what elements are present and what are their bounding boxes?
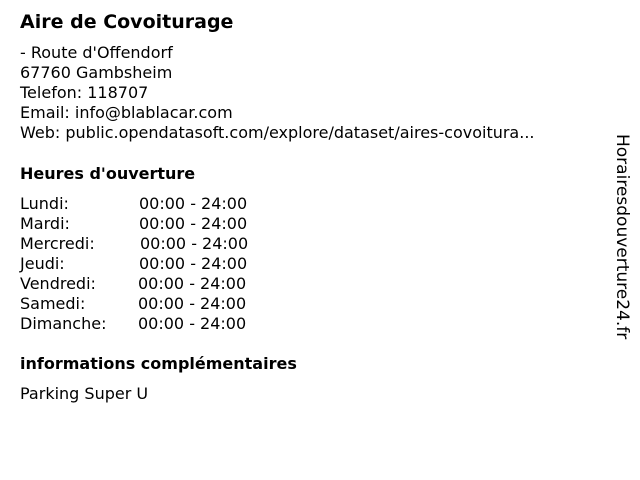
day-label: Mercredi: — [20, 234, 95, 253]
email-address: Email: info@blablacar.com — [20, 103, 233, 122]
city-postcode: 67760 Gambsheim — [20, 63, 173, 82]
day-label: Samedi: — [20, 294, 86, 313]
day-label: Vendredi: — [20, 274, 96, 293]
street-address: - Route d'Offendorf — [20, 43, 173, 62]
website-link[interactable]: Web: public.opendatasoft.com/explore/dataset/aires-covoitura... — [20, 123, 535, 142]
opening-hours-heading: Heures d'ouverture — [20, 164, 196, 183]
contact-info — [20, 43, 535, 143]
day-label: Dimanche: — [20, 314, 107, 333]
phone-number: Telefon: 118707 — [20, 83, 149, 102]
time-range: 00:00 - 24:00 — [138, 294, 247, 313]
hours-row-wednesday — [20, 234, 280, 254]
additional-info-text: Parking Super U — [20, 384, 149, 403]
hours-row-monday — [20, 194, 280, 214]
brand-watermark: Horairesdouverture24.fr — [612, 134, 632, 340]
hours-row-sunday — [20, 314, 280, 334]
hours-row-thursday — [20, 254, 280, 274]
time-range: 00:00 - 24:00 — [138, 274, 247, 293]
time-range: 00:00 - 24:00 — [139, 254, 248, 273]
additional-info-heading: informations complémentaires — [20, 354, 297, 373]
time-range: 00:00 - 24:00 — [139, 214, 248, 233]
day-label: Mardi: — [20, 214, 70, 233]
time-range: 00:00 - 24:00 — [138, 314, 247, 333]
day-label: Lundi: — [20, 194, 69, 213]
hours-row-saturday — [20, 294, 280, 314]
hours-row-tuesday — [20, 214, 280, 234]
time-range: 00:00 - 24:00 — [140, 234, 249, 253]
time-range: 00:00 - 24:00 — [139, 194, 248, 213]
opening-hours-table — [20, 194, 280, 334]
hours-row-friday — [20, 274, 280, 294]
day-label: Jeudi: — [20, 254, 65, 273]
page-title: Aire de Covoiturage — [20, 11, 234, 33]
